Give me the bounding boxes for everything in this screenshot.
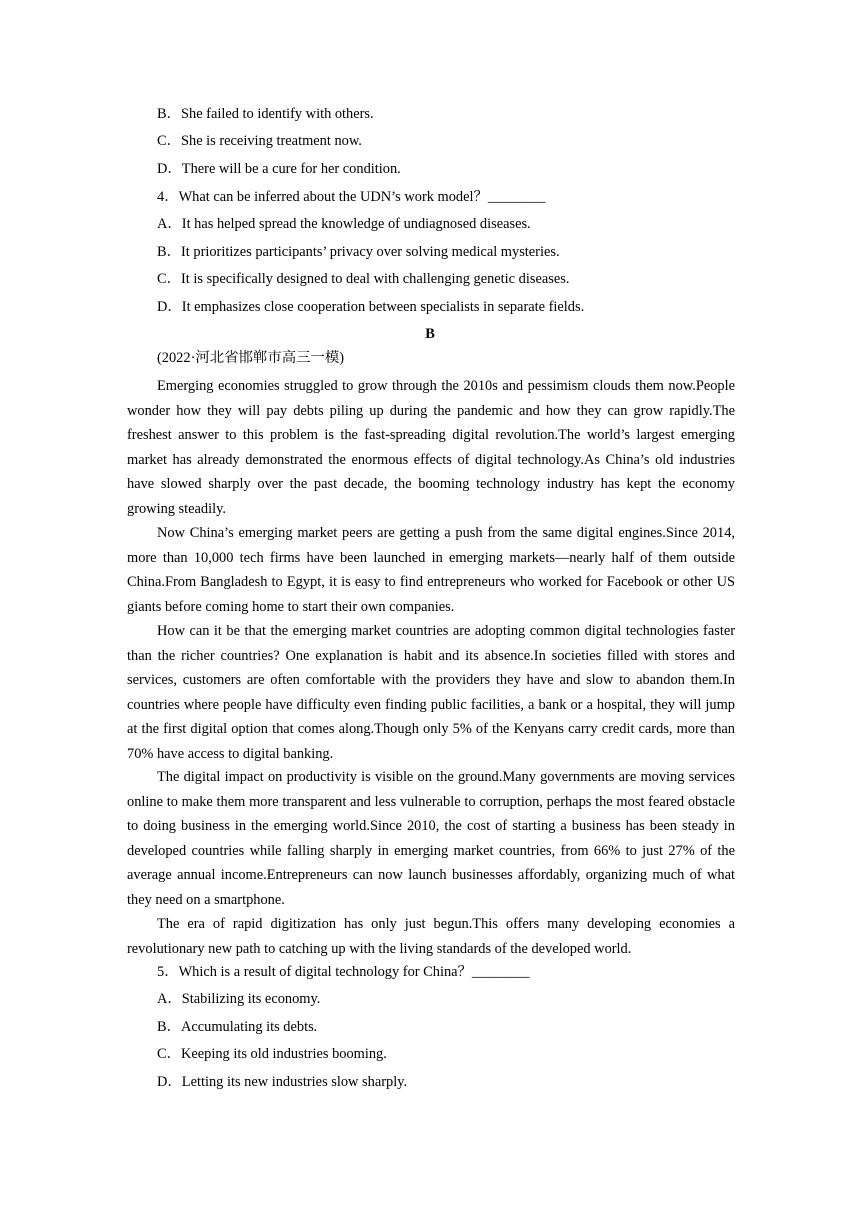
q5-option-c: C．Keeping its old industries booming. bbox=[157, 1046, 387, 1062]
q4-option-a: A．It has helped spread the knowledge of undiagnosed diseases. bbox=[157, 216, 531, 232]
q5-option-b: B．Accumulating its debts. bbox=[157, 1019, 318, 1035]
passage-paragraph-5: The era of rapid digitization has only just begun.This offers many developing economies a revolutionary new path to catching up with the living standards of the developed world. bbox=[127, 916, 735, 957]
q4-option-b: B．It prioritizes participants’ privacy over solving medical mysteries. bbox=[157, 244, 560, 260]
passage-source: (2022·河北省邯郸市高三一模) bbox=[157, 350, 345, 366]
passage-paragraph-4: The digital impact on productivity is visible on the ground.Many governments are moving services online to make them more transparent and less vulnerable to corruption, perhaps the most feared obstacle to doing business in the emerging world.Since 2010, the cost of starting a business has been steady in developed countries while falling sharply in emerging market countries, from 66% to just 27% of the average annual income.Entrepreneurs can now launch businesses affordably, organizing much of what they need on a smartphone. bbox=[127, 769, 735, 908]
q3-option-d: D．There will be a cure for her condition. bbox=[157, 161, 401, 177]
q3-option-c: C．She is receiving treatment now. bbox=[157, 133, 362, 149]
passage-paragraph-3: How can it be that the emerging market countries are adopting common digital technologies faster than the richer countries? One explanation is habit and its absence.In societies filled with stores and services, customers are often comfortable with the providers they have and slow to abandon them.In countries where people have difficulty even finding public facilities, a bank or a hospital, they will jump at the first digital option that comes along.Though only 5% of the Kenyans carry credit cards, more than 70% have access to digital banking. bbox=[127, 623, 735, 762]
q5-option-d: D．Letting its new industries slow sharply. bbox=[157, 1074, 408, 1090]
q5-option-a: A．Stabilizing its economy. bbox=[157, 991, 321, 1007]
q3-option-b: B．She failed to identify with others. bbox=[157, 106, 374, 122]
q5-stem: 5．Which is a result of digital technology for China？________ bbox=[157, 964, 530, 980]
q4-option-c: C．It is specifically designed to deal with challenging genetic diseases. bbox=[157, 271, 570, 287]
q4-stem: 4．What can be inferred about the UDN’s work model？________ bbox=[157, 189, 546, 205]
passage-paragraph-1: Emerging economies struggled to grow through the 2010s and pessimism clouds them now.People wonder how they will pay debts piling up during the pandemic and how they can grow rapidly.The freshest answer to this problem is the fast-spreading digital revolution.The world’s largest emerging market has already demonstrated the enormous effects of digital technology.As China’s old industries have slowed sharply over the past decade, the booming technology industry has kept the economy growing steadily. bbox=[127, 378, 735, 517]
q4-option-d: D．It emphasizes close cooperation between specialists in separate fields. bbox=[157, 299, 585, 315]
passage-paragraph-2: Now China’s emerging market peers are getting a push from the same digital engines.Since 2014, more than 10,000 tech firms have been launched in emerging markets—nearly half of them outside China.From Bangladesh to Egypt, it is easy to find entrepreneurs who worked for Facebook or other US giants before coming home to start their own companies. bbox=[127, 525, 735, 615]
section-heading: B bbox=[425, 326, 435, 342]
